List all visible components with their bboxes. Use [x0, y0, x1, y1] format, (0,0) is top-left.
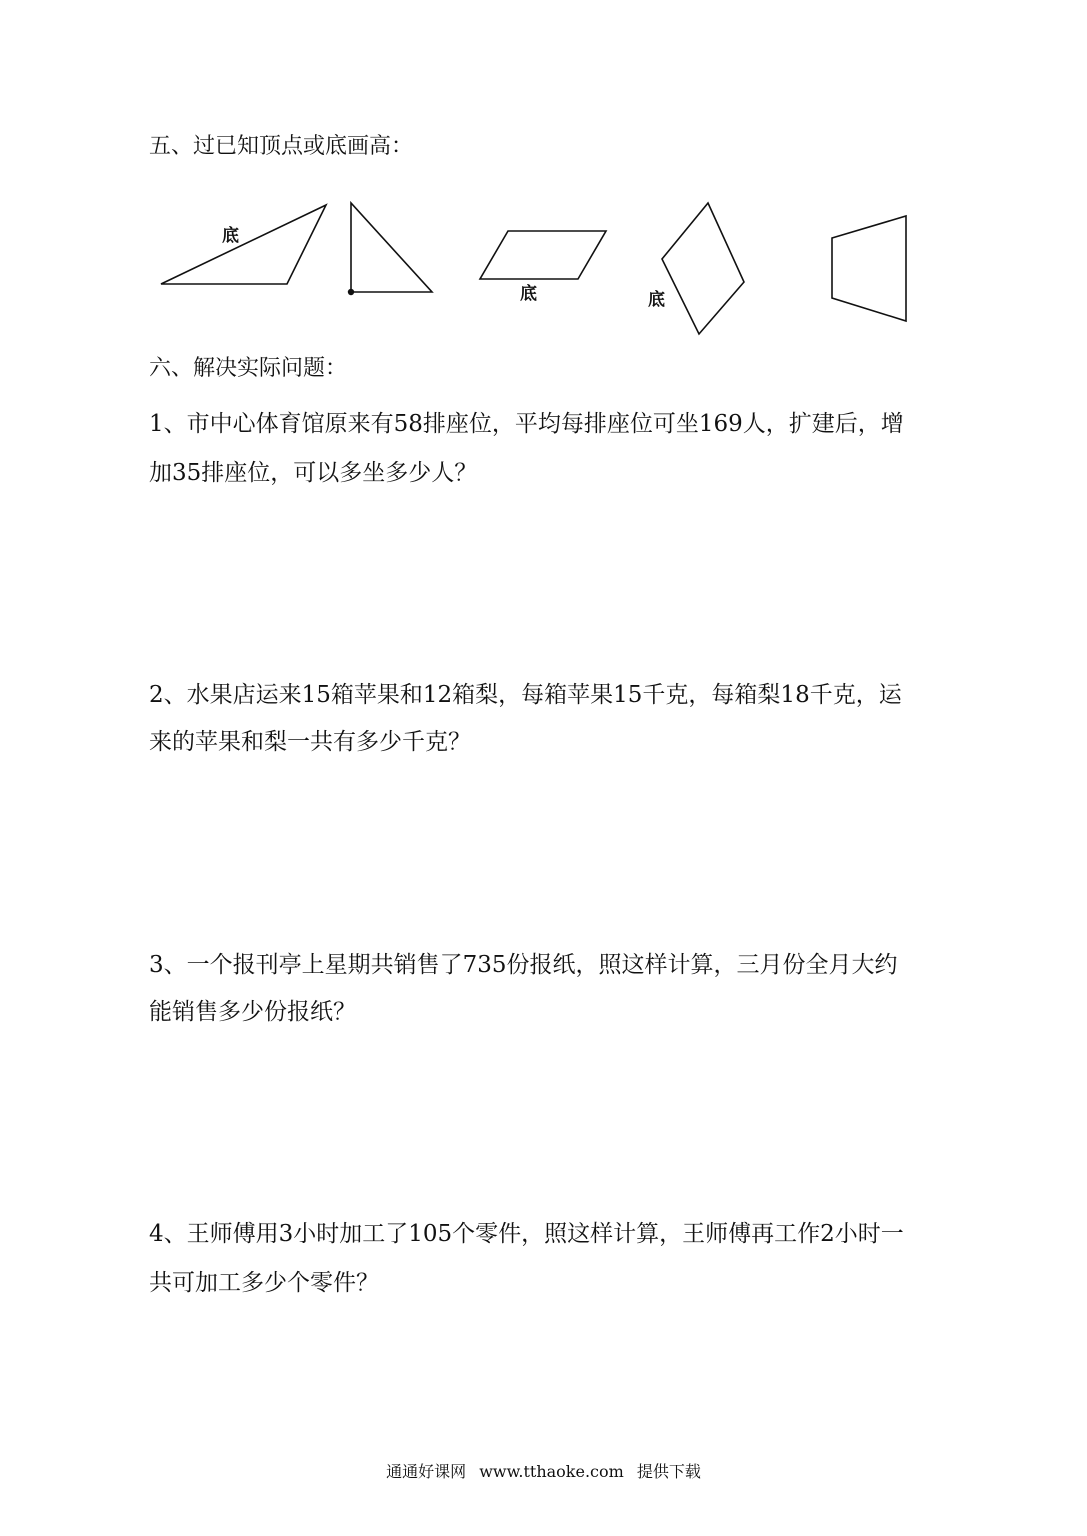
obtuse-triangle	[161, 205, 326, 284]
parallelogram	[480, 231, 606, 279]
problem-4-line-1: 4、王师傅用3小时加工了105个零件，照这样计算，王师傅再工作2小时一	[149, 1221, 904, 1247]
page-footer	[0, 1462, 1087, 1482]
trapezoid	[832, 216, 906, 321]
problem-3-line-1: 3、一个报刊亭上星期共销售了735份报纸，照这样计算，三月份全月大约	[149, 952, 898, 978]
base-label-triangle: 底	[222, 226, 239, 245]
vertex-dot	[348, 289, 354, 295]
footer-suffix: 提供下载	[636, 1462, 701, 1481]
footer-url[interactable]: www.tthaoke.com	[479, 1462, 624, 1481]
problem-2-line-1: 2、水果店运来15箱苹果和12箱梨，每箱苹果15千克，每箱梨18千克，运	[149, 682, 902, 708]
base-label-parallelogram: 底	[520, 284, 537, 303]
problem-1-line-1: 1、市中心体育馆原来有58排座位，平均每排座位可坐169人，扩建后，增	[149, 411, 904, 437]
section6-heading: 六、解决实际问题：	[149, 356, 348, 381]
base-label-rhombus: 底	[648, 290, 665, 309]
problem-3-line-2: 能销售多少份报纸？	[149, 999, 356, 1025]
problem-2-line-2: 来的苹果和梨一共有多少千克？	[149, 729, 471, 755]
problem-4-line-2: 共可加工多少个零件？	[149, 1270, 379, 1296]
rhombus	[662, 203, 744, 334]
footer-site-name: 通通好课网	[386, 1462, 467, 1481]
right-triangle	[351, 203, 432, 292]
problem-1-line-2: 加35排座位，可以多坐多少人？	[149, 460, 478, 486]
section5-heading: 五、过已知顶点或底画高：	[149, 134, 414, 159]
